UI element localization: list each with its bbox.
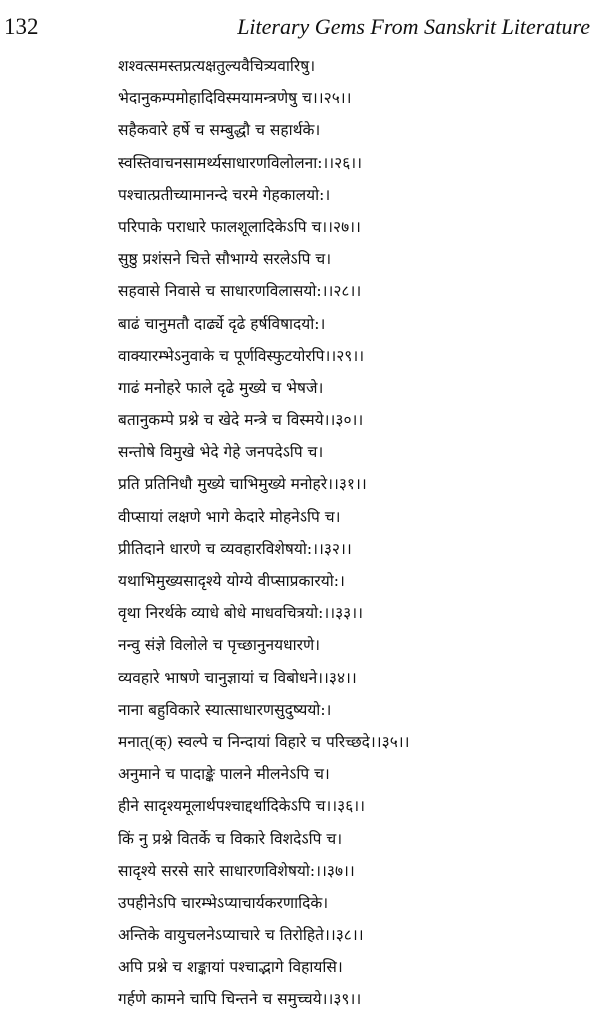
verse-line: बाढं चानुमतौ दार्ढ्ये दृढे हर्षविषादयो:। (118, 314, 326, 333)
verse-line: भेदानुकम्पमोहादिविस्मयामन्त्रणेषु च।।२५।। (118, 89, 352, 108)
verse-line: नाना बहुविकारे स्यात्साधारणसुदुष्ययो:। (118, 700, 332, 719)
running-title: Literary Gems From Sanskrit Literature (237, 14, 590, 39)
verse-line: वृथा निरर्थके व्याधे बोधे माधवचित्रयो:।।३३।। (118, 604, 363, 623)
verse-line: शश्वत्समस्तप्रत्यक्षतुल्यवैचित्र्यवारिषु। (118, 57, 316, 75)
verse-line: वाक्यारम्भेऽनुवाके च पूर्णविस्फुटयोरपि।।२९।। (118, 346, 365, 365)
verse-line: किं नु प्रश्ने वितर्के च विकारे विशदेऽपि च। (118, 829, 343, 848)
verse-line: सन्तोषे विमुखे भेदे गेहे जनपदेऽपि च। (118, 443, 324, 462)
verse-line: मनात्(क्) स्वल्पे च निन्दायां विहारे च परिच्छदे।।३५।। (118, 732, 410, 751)
page-header (0, 12, 600, 42)
verse-line: हीने सादृश्यमूलार्थपश्चाद्दर्थादिकेऽपि च।।३६।। (118, 797, 366, 816)
verse-line: सादृश्ये सरसे सारे साधारणविशेषयो:।।३७।। (118, 861, 355, 880)
page-number: 132 (4, 14, 39, 39)
verse-line: प्रति प्रतिनिधौ मुख्ये चाभिमुख्ये मनोहरे।।३१।। (118, 475, 367, 494)
verse-line: अनुमाने च पादाङ्के पालने मीलनेऽपि च। (118, 765, 330, 784)
verse-line: पश्चात्प्रतीच्यामानन्दे चरमे गेहकालयो:। (118, 185, 331, 204)
verse-line: सहवासे निवासे च साधारणविलासयो:।।२८।। (118, 282, 362, 301)
verse-line: उपहीनेऽपि चारम्भेऽप्याचार्यकरणादिके। (118, 893, 329, 912)
verse-line: सुष्ठु प्रशंसने चित्ते सौभाग्ये सरलेऽपि च। (118, 250, 332, 269)
verse-line: नन्वु संज्ञे विलोले च पृच्छानुनयधारणे। (118, 636, 321, 655)
verse-line: गाढं मनोहरे फाले दृढे मुख्ये च भेषजे। (118, 378, 324, 397)
verse-line: सहैकवारे हर्षे च सम्बुद्धौ च सहार्थके। (118, 121, 321, 140)
verse-line: वीप्सायां लक्षणे भागे केदारे मोहनेऽपि च। (118, 507, 341, 526)
verse-line: यथाभिमुख्यसादृश्ये योग्ये वीप्साप्रकारयो:। (118, 572, 345, 590)
verse-line: गर्हणे कामने चापि चिन्तने च समुच्चये।।३९।। (118, 990, 362, 1009)
verse-line: अन्तिके वायुचलनेऽप्याचारे च तिरोहिते।।३८।। (118, 926, 364, 945)
verse-line: अपि प्रश्ने च शङ्कायां पश्चाद्भागे विहायसि। (118, 958, 343, 977)
verse-line: बतानुकम्पे प्रश्ने च खेदे मन्त्रे च विस्मये।।३०।। (118, 411, 364, 430)
verse-line: व्यवहारे भाषणे चानुज्ञायां च विबोधने।।३४।। (118, 668, 357, 687)
verse-list (118, 50, 596, 1016)
verse-line: प्रीतिदाने धारणे च व्यवहारविशेषयो:।।३२।। (118, 539, 352, 558)
verse-line: स्वस्तिवाचनसामर्थ्यसाधारणविलोलना:।।२६।। (118, 153, 363, 172)
verse-line: परिपाके पराधारे फालशूलादिकेऽपि च।।२७।। (118, 217, 361, 236)
